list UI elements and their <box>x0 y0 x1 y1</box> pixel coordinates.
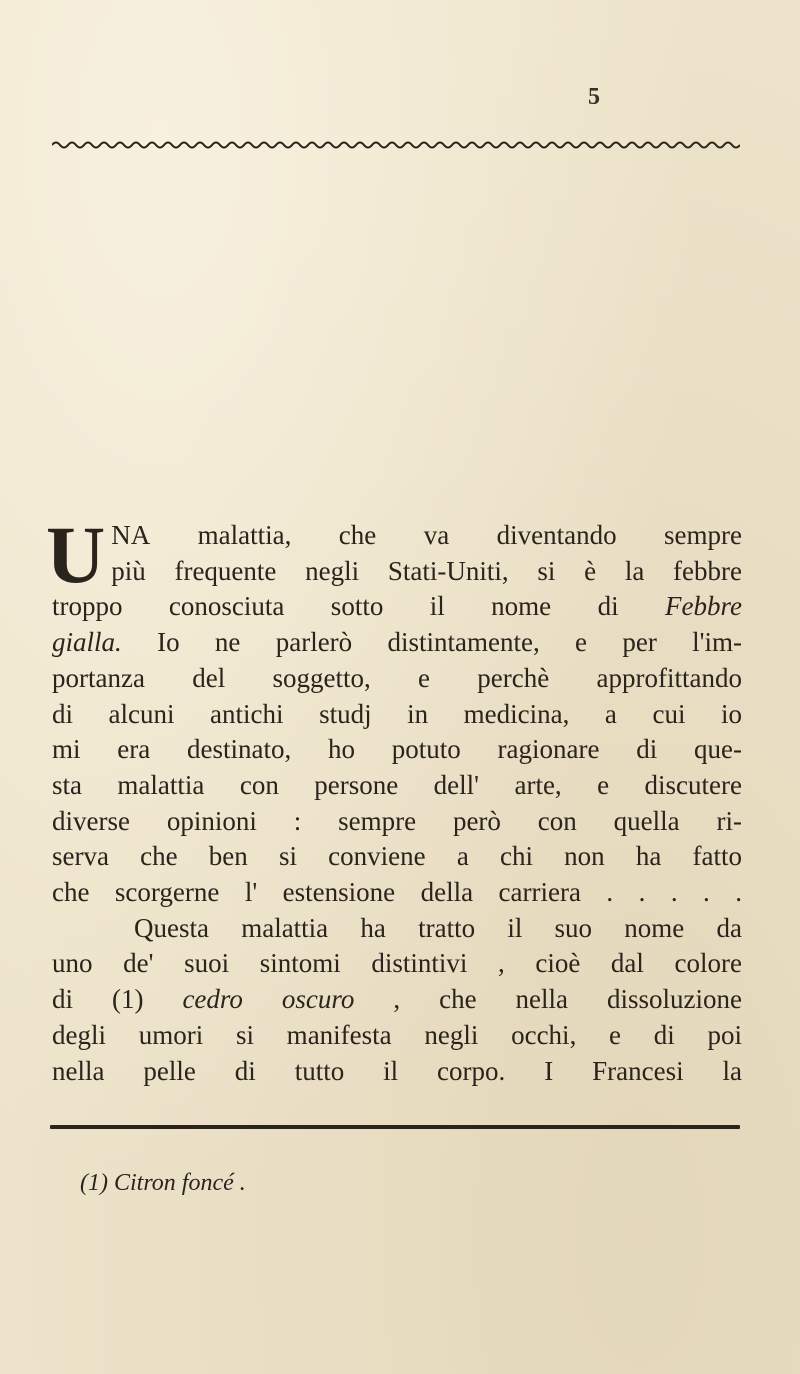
text-line-4-content: Io ne parlerò distintamente, e per l'im- <box>157 627 742 658</box>
text-line-3-content: troppo conosciuta sotto il nome di <box>52 591 666 622</box>
text-line-12: Questa malattia ha tratto il suo nome da <box>134 912 742 943</box>
text-line-14 <box>52 982 742 1018</box>
body-text <box>46 509 742 1089</box>
italic-term-cedro: cedro oscuro <box>182 984 355 1015</box>
footnote-ref: (1) <box>111 984 144 1015</box>
italic-term-febbre: Febbre <box>665 591 742 622</box>
italic-term-gialla: gialla. <box>52 627 122 658</box>
text-line-16: nella pelle di tutto il corpo. I Francesi la <box>52 1055 742 1086</box>
text-line-1-content: malattia, che va diventando sempre <box>197 520 742 550</box>
text-line-4 <box>52 625 742 661</box>
text-line-11: che scorgerne l' estensione della carriera . . . . . <box>52 877 742 908</box>
text-line-14-start: di <box>52 984 112 1015</box>
page-number: 5 <box>588 84 600 110</box>
drop-cap: U <box>46 509 106 600</box>
text-line-1 <box>52 518 742 554</box>
text-line-8: sta malattia con persone dell' arte, e discutere <box>52 769 742 800</box>
footnote <box>80 1170 246 1197</box>
text-line-13: uno de' suoi sintomi distintivi , cioè dal colore <box>52 948 742 979</box>
text-line-2: più frequente negli Stati-Uniti, si è la febbre <box>111 555 742 586</box>
footnote-rule <box>50 1125 740 1129</box>
text-line-5: portanza del soggetto, e perchè approfittando <box>52 662 742 693</box>
first-word-rest: NA <box>111 520 151 550</box>
text-line-6: di alcuni antichi studj in medicina, a cui io <box>52 698 742 729</box>
text-line-15: degli umori si manifesta negli occhi, e di poi <box>52 1019 742 1050</box>
text-line-3 <box>52 589 742 625</box>
footnote-mark: (1) <box>80 1170 108 1196</box>
text-line-10: serva che ben si conviene a chi non ha fatto <box>52 841 742 872</box>
text-line-9: diverse opinioni : sempre però con quella ri- <box>52 805 742 836</box>
footnote-text: Citron foncé . <box>113 1170 246 1196</box>
text-line-14-end: , che nella dissoluzione <box>393 984 742 1015</box>
ornamental-rule <box>52 140 740 150</box>
text-line-7: mi era destinato, ho potuto ragionare di que- <box>52 734 742 765</box>
